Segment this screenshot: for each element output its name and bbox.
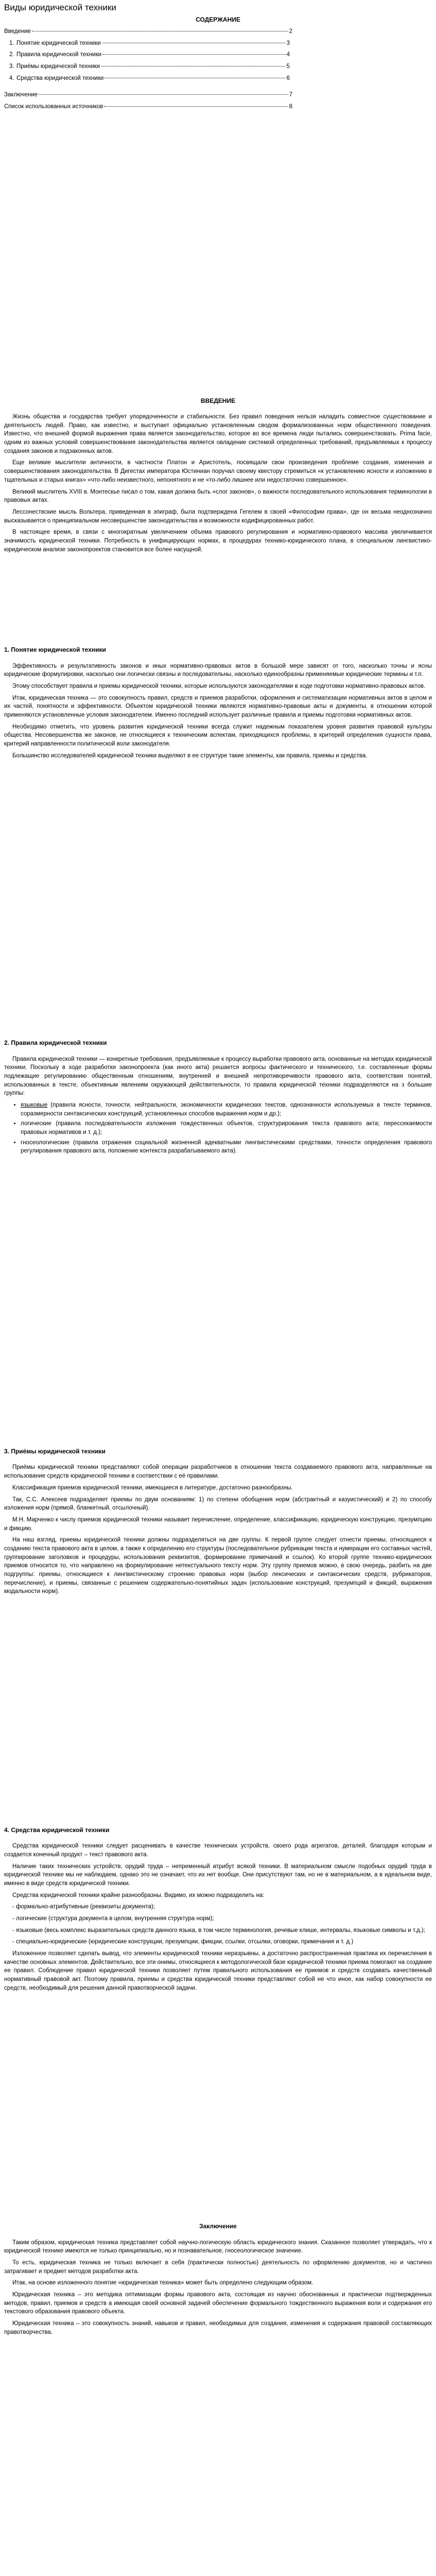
paragraph: Юридическая техника – это методика оптимизации формы правового акта, состоящая из научно обоснованных и практически подтвержденных методов, правил, приемов и средств а имеющая своей основной задачей обеспечение формального тождественного выражения воли и содержания его текстового образования правового объекта. [4, 2292, 432, 2315]
list-item: • логические (правила последовательности изложения тождественных объектов, структурирования текста правового акта; перессекаемости правовых нормативов и т. д.); [21, 1120, 432, 1137]
paragraph: Великий мыслитель XVIII в. Монтескье писал о том, какая должна быть «слог законов», о важности последовательного использования терминологии в правовых актах. [4, 488, 432, 504]
toc-item-1[interactable] [4, 39, 290, 48]
toc-item-conclusion[interactable] [4, 91, 292, 99]
paragraph: Итак, на основе изложенного понятие «юридическая техника» может быть определено следующим образом. [12, 2280, 313, 2286]
paragraph: Так, С.С. Алексеев подразделяет приемы по двум основаниям: 1) по степени обобщения норм (абстрактный и казуистический) и 2) по способу изложения норм (прямой, бланкетный, отсылочный). [4, 1496, 432, 1512]
toc-item-page: 7 [289, 92, 292, 98]
toc-item-label: Средства юридической техники [16, 75, 104, 81]
paragraph: - специально-юридические (юридические конструкции, презумпции, фикции, ссылки, отсылки, оговорки, примечания и т. д.) [12, 1939, 354, 1945]
rules-list [13, 1101, 432, 1156]
toc-item-4[interactable] [4, 74, 290, 83]
paragraph: Средства юридической техники следует расценивать в качестве технических устройств, своего рода агрегатов, деталей, благодаря которым и создается конечный продукт – текст правового акта. [4, 1843, 432, 1858]
list-item: • языковые (правила ясности, точности, нейтральности, экономичности юридических текстов, однозначности используемых в тексте терминов, соразмерности синтаксических конструкций, установленных способов выражения норм и др.); [21, 1101, 432, 1118]
document-body [0, 15, 436, 2576]
section-conclusion [4, 2222, 432, 2336]
toc-item-page: 6 [286, 75, 290, 81]
paragraph: Итак, юридическая техника — это совокупность правил, средств и приемов разработки, оформления и систематизации нормативных актов в целом и их частей, понятности и эффективности. Объектом юридической техники являются нормативно-правовые акты и документы, в отношении которой применяются установленные условия законодателем. Именно последний использует различные правила и приемы подготовки нормативных актов. [4, 694, 432, 718]
table-of-contents [4, 15, 432, 111]
paragraph: Приёмы юридической техники представляют собой операции разработчиков в отношении текста создаваемого правового акта, направленные на использование средств юридической техники в соответствии с её правилами. [4, 1464, 432, 1480]
paragraph: Необходимо отметить, что уровень развития юридической техники всегда служит надежным показателем уровня развития правовой культуры общества. Несовершенства же законов, не относящиеся к техническим аспектам, приходящихся проблемы, в критерий определения сущности права, критерий направленности политической воли законодателя. [4, 723, 432, 747]
toc-leader [102, 54, 286, 55]
toc-heading: СОДЕРЖАНИЕ [196, 15, 240, 23]
toc-item-sources[interactable] [4, 103, 292, 111]
list-item: • гносеологические (правила отражения социальной жизненной адекватными лингвистическими средствами, точности определения правового регулирования правового акта, положение контекста разрабатываемого акта). [21, 1139, 432, 1156]
paragraph: Юридическая техника – это совокупность знаний, навыков и правил, необходимых для создания, изменения и содержания правовой составляющих правотворчества. [4, 2320, 432, 2335]
toc-item-number: 2. [9, 52, 14, 58]
paragraph: Наличие таких технических устройств, орудий труда – непременный атрибут всякой техники. В материальном смысле подобных орудий труда в юридической технике мы не наблюдаем, однако это не означает, что их нет вообще. Они присутствуют там, но не в материальном, а в идеальном виде, именно в виде средств юридической техники. [4, 1863, 432, 1887]
paragraph: Средства юридической техники крайне разнообразны. Видимо, их можно подразделить на: [12, 1892, 265, 1899]
paragraph: Лессонествские мысль Вольтера, приведенная в эпиграф, была подтверждена Гегелем в своей «Философии права», где он весьма неоднозначно высказывается о принципиальном несовершенстве законодательства и возможности кодифицированных работ. [4, 509, 432, 524]
toc-item-page: 4 [286, 52, 290, 58]
paragraph: Правила юридической техники — конкретные требования, предъявляемые к процессу выработки правового акта, основанные на методах юридической техники. Поскольку в ходе разработки законопроекта (как иного акта) решается вопросы фактического и технического, т.е. составленные формы подлежащие регулированию общественным отношениям, внутренней и внешней непротиворечивости правового акта, соответствия понятий, использованных в тексте, объективным явлениям окружающей действительности, то правила юридической техники подразделяются на з большие группы: [4, 1056, 432, 1097]
section-heading: 1. Понятие юридической техники [4, 646, 106, 654]
toc-item-label: Понятие юридической техники [16, 40, 101, 46]
paragraph: Жизнь общества и государства требует упорядоченности и стабильности. Без правил поведения нельзя наладить совместное существование и деятельность людей. Право, как известно, и выступает официально установленным сводом формализованных норм общественного поведения. Известно, что внешней формой выражения права является законодательство, которое во все времена люди пытались совершенствовать. Prima facie, одним из важных условий совершенствования законодательства является овладение системой определенных требований, предъявляемых к процессу создания законов и подзаконных актов. [4, 414, 432, 454]
section-concept [4, 646, 432, 760]
toc-item-number: 3. [9, 63, 14, 70]
paragraph: Таким образом, юридическая техника представляет собой научно-логическую область юридического знания. Сказанное позволяет утверждать, что к юридической технике имеются не только принципиально, но и познавательное, гносеологическое значение. [4, 2239, 432, 2255]
paragraph: Эффективность и результативность законов и иных нормативно-правовых актов в большой мере зависят от того, насколько точны и ясны юридические формулировки, насколько они логически связны и последовательны, насколько единообразны применяемые юридические термины и т.п. [4, 663, 432, 678]
section-heading: 2. Правила юридической техники [4, 1039, 107, 1047]
toc-item-label: Введение [4, 28, 31, 35]
toc-item-page: 3 [286, 40, 290, 46]
page-title: Виды юридической техники [4, 3, 116, 12]
toc-item-page: 2 [289, 28, 292, 35]
paragraph: Изложенное позволяет сделать вывод, что элементы юридической техники неразрывны, а достаточно распространенная практика их перечисления в качестве основных элементов. Действительно, все эти онимы, относящиеся к методологической базе юридической техники приема помогают на создание ее правил. Соблюдение правил юридической техники позволяет путем правильного использования ее приемов и средств создавать качественный нормативный правовой акт. Поэтому правила, приемы и средства юридической техники представляют собой не что иное, как набор совокупности ее средств, необходимый для решения данной правотворческой задачи. [4, 1951, 432, 1991]
paragraph: - формально-атрибутивные (реквизиты документа); [12, 1904, 155, 1910]
toc-item-intro[interactable] [4, 27, 292, 36]
toc-item-2[interactable] [4, 50, 290, 59]
paragraph: - языковые (весь комплекс выразительных средств данного языка, в том числе терминология, речевые клише, интервалы, языковые символы и т.д.); [12, 1927, 425, 1934]
section-heading: 3. Приёмы юридической техники [4, 1448, 106, 1455]
toc-item-page: 8 [289, 104, 292, 110]
toc-leader [39, 94, 288, 95]
toc-item-3[interactable] [4, 62, 290, 71]
paragraph: Этому способствует правила и приемы юридической техники, которые используются законодателями в ходе подготовки нормативно-правовых актов. [12, 683, 426, 689]
paragraph: В настоящее время, в связи с многократным увеличением объема правового регулирования и нормативно-правового массива увеличивается значимость юридической техники. Потребность в унифицирующих нормах, в процедурах технико-юридического плана, в специальном лингвистико-юридическом анализе законопроектов становится все более насущной. [4, 529, 432, 553]
paragraph: М.Н. Марченко к числу приемов юридической техники называет перечисление, определение, классификацию, юридическую конструкцию, презумпцию и фикцию. [4, 1516, 432, 1532]
toc-item-page: 5 [286, 63, 290, 70]
toc-item-label: Заключение [4, 92, 38, 98]
paragraph: Большинство исследователей юридической техники выделяют в ее структуре такие элементы, как правила, приемы и средства. [12, 752, 368, 759]
section-techniques [4, 1447, 432, 1596]
paragraph: - логические (структура документа в целом, внутренняя структура норм); [12, 1915, 214, 1922]
toc-item-number: 1. [9, 40, 14, 46]
section-heading: Заключение [199, 2223, 237, 2230]
toc-item-label: Приёмы юридической техники [16, 63, 100, 70]
toc-item-label: Правила юридической техники [16, 52, 102, 58]
section-heading: 4. Средства юридической техники [4, 1826, 110, 1834]
paragraph: Классификация приемов юридической техники, имеющиеся в литературе, достаточно разнообразны. [12, 1484, 293, 1491]
toc-item-label: Список использованных источников [4, 104, 103, 110]
term-link[interactable]: языковые [21, 1102, 48, 1109]
section-means [4, 1826, 432, 1992]
paragraph: Еще великие мыслители античности, в частности Платон и Аристотель, посвящали свои произведения проблеме создания, изменения и совершенствования законодательства. В Дигестах императора Юстиниан поручал своему квестору стремиться «к установлению ясности и изложению в тщательных и старых книгах» «что-либо неизвестного, непонятного и не «то-либо лишнее или недостаточно совершенное». [4, 460, 432, 483]
section-rules [4, 1039, 432, 1156]
paragraph: То есть, юридическая техника не только включает в себя (практически полностью) деятельность по оформлению документов, но и частично затрагивает и предмет методов разработки акта. [4, 2260, 432, 2275]
paragraph: На наш взгляд, приемы юридической техники должны подразделяться на две группы. К первой группе следует отнести приемы, относящиеся к созданию текста правового акта в целом, а также к определению его структуры (последовательное рубрикации текста и нумерации его составных частей, группирование заголовков и процедуры, использования реквизитов, формирование примечаний и ссылок). Ко второй группе технико-юридических приемов относится то, что направлено на формулирование нетекстуального тексту норм. Эту группу приемов можно, в свою очередь, разбить на две подгруппы: приемы, относящиеся к лингвистическому строению правовых норм (выбор лексических и синтаксических средств, рубрикаторов, перечисление), и приемы, связанные с решением содержательно-понятийных задач (использование конструкций, презумпций и фикций, выражения модальности норм). [4, 1537, 432, 1595]
section-heading: ВВЕДЕНИЕ [200, 397, 236, 404]
toc-item-number: 4. [9, 75, 14, 81]
section-introduction [4, 397, 432, 554]
toc-leader [104, 106, 288, 107]
